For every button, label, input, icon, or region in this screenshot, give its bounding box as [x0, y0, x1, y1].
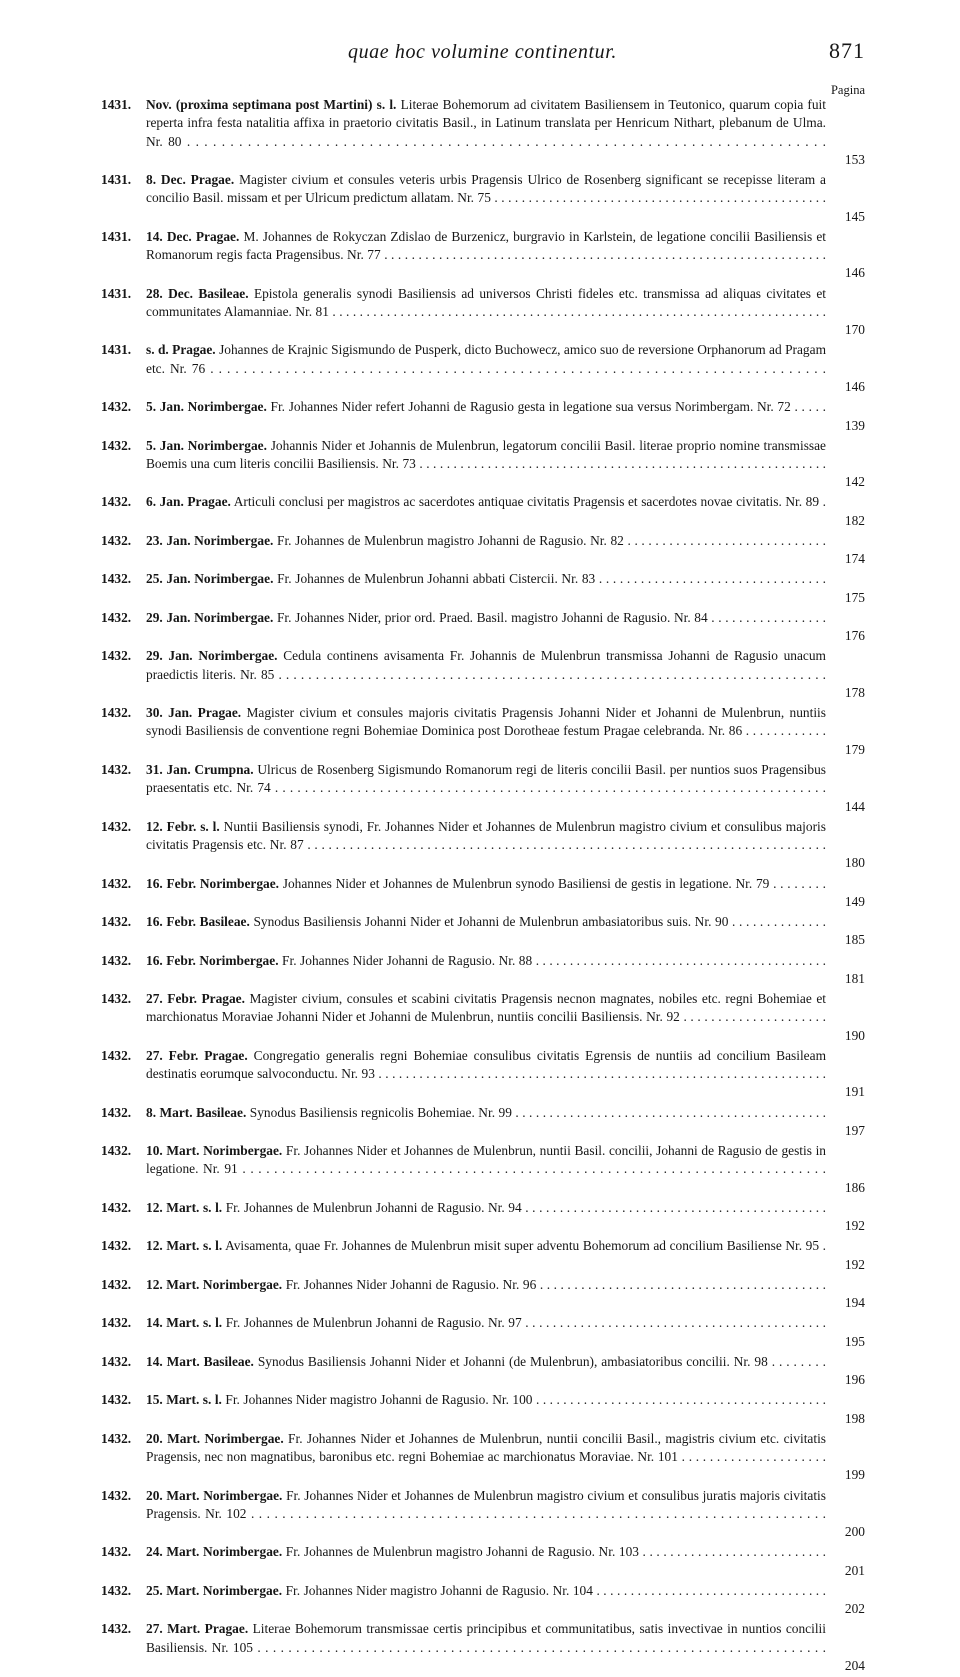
- entry-text: Fr. Johannes Nider Johanni de Ragusio. Nr. 96: [285, 1276, 537, 1292]
- entry-date-place: 12. Mart. s. l.: [146, 1199, 223, 1215]
- entry-description: [146, 1543, 826, 1580]
- dot-leader: . . . . . . . . . . . . . . . . . . . . . . . . . . . . . . . . . . . . . . . . . . . . . . . . . . . . . . . . . . . . . . . . . .: [374, 1066, 826, 1082]
- entry-date-place: 25. Mart. Norimbergae.: [146, 1582, 283, 1598]
- entry-page-number: 196: [844, 1372, 865, 1388]
- entry-description: [146, 1582, 826, 1619]
- dot-leader: . . . . . . . . . . . . . .: [728, 914, 826, 930]
- entry-year: 1432.: [101, 1143, 132, 1159]
- dot-leader: . . . . . . . . . . . . . . . . .: [707, 609, 826, 625]
- entry-text: Fr. Johannes de Mulenbrun Johanni de Ragusio. Nr. 97: [225, 1315, 522, 1331]
- entry-page-number: 146: [844, 379, 865, 395]
- entry-text: Cedula continens avisamenta Fr. Johannis de Mulenbrun transmissa Johanni de Ragusio unacum praedictis literis. Nr. 85: [146, 648, 826, 682]
- entry-page-number: 195: [844, 1333, 865, 1349]
- entry-page-number: 192: [844, 1218, 865, 1234]
- entry-year: 1431.: [101, 228, 132, 244]
- entry-text: Magister civium et consules veteris urbis Pragensis Ulrico de Rosenberg significant se recepisse literam a concilio Basil. missam et per Ulricum predictum allatam. Nr. 75: [146, 172, 826, 206]
- entry-date-place: 14. Mart. Basileae.: [146, 1353, 254, 1369]
- toc-entry: [0, 1199, 960, 1236]
- entry-description: [146, 1276, 826, 1313]
- toc-entry: [0, 285, 960, 340]
- entry-year: 1432.: [101, 1392, 132, 1408]
- entry-text: Epistola generalis synodi Basiliensis ad universos Christi fideles etc. transmissa ad aliquas civitates et communitates Alamanniae. Nr. 81: [146, 285, 826, 319]
- dot-leader: . . . . . . . . . . . . . . . . . . . . . . . . . . . . . . . . . .: [592, 1582, 826, 1598]
- entry-year: 1432.: [101, 1582, 132, 1598]
- entry-page-number: 192: [844, 1256, 865, 1272]
- toc-entry: [0, 761, 960, 816]
- toc-entry: [0, 1487, 960, 1542]
- dot-leader: . . . . . . . . . . . . . . . . . . . . . . . . . . . . . . . . . . . . . . . . . . . . . . . . . . . . . . . . . . . . . . . . . . . . . . . . . .: [246, 1505, 826, 1521]
- entry-date-place: 29. Jan. Norimbergae.: [146, 609, 274, 625]
- entry-text: Literae Bohemorum transmissae certis principibus et communitatibus, satis invectivae in nuntios concilii Basiliensis. Nr. 105: [146, 1621, 826, 1655]
- dot-leader: . . . . . . . .: [767, 1353, 826, 1369]
- dot-leader: . . . . . . . . . . . . . . . . . . . . . . . . . . . . . . . . . . . . . . . . . . .: [532, 952, 826, 968]
- entry-year: 1432.: [101, 494, 132, 510]
- dot-leader: . . . . .: [790, 399, 826, 415]
- dot-leader: . . . . . . . . . . . . . . . . . . . . . . . . . . . . . . . . . . . . . . . . . .: [536, 1276, 826, 1292]
- toc-entry: [0, 398, 960, 435]
- entry-year: 1431.: [101, 342, 132, 358]
- entry-year: 1432.: [101, 952, 132, 968]
- entry-description: [146, 647, 826, 702]
- entry-page-number: 185: [844, 932, 865, 948]
- toc-entry: [0, 437, 960, 492]
- entry-text: Synodus Basiliensis Johanni Nider et Johanni (de Mulenbrun), ambasiatoribus concilii. Nr. 98: [257, 1353, 768, 1369]
- entry-description: [146, 875, 826, 912]
- entry-year: 1432.: [101, 532, 132, 548]
- entry-page-number: 142: [844, 474, 865, 490]
- entry-text: Johannes Nider et Johannes de Mulenbrun synodo Basiliensi de gestis in legatione. Nr. 79: [282, 875, 770, 891]
- entry-text: Fr. Johannes Nider, prior ord. Praed. Basil. magistro Johanni de Ragusio. Nr. 84: [276, 609, 708, 625]
- toc-entry: [0, 1353, 960, 1390]
- entry-date-place: 31. Jan. Crumpna.: [146, 761, 254, 777]
- entry-description: [146, 1199, 826, 1236]
- entry-text: Fr. Johannes de Mulenbrun Johanni abbati Cistercii. Nr. 83: [277, 571, 596, 587]
- entry-year: 1431.: [101, 172, 132, 188]
- entry-description: [146, 1391, 826, 1428]
- entry-page-number: 146: [844, 265, 865, 281]
- entry-date-place: 16. Febr. Norimbergae.: [146, 875, 280, 891]
- entry-year: 1432.: [101, 705, 132, 721]
- entry-page-number: 180: [844, 855, 865, 871]
- entry-description: [146, 570, 826, 607]
- entry-year: 1432.: [101, 1487, 132, 1503]
- dot-leader: . . . . . . . . . . . . . . . . . . . . . . . . . . . . . . . . . . . . . . . . . . . . . . . . . . . . . . . . . . . . . . . . . . . . . . . . . .: [303, 837, 826, 853]
- entry-description: [146, 532, 826, 569]
- entry-page-number: 139: [844, 417, 865, 433]
- entry-year: 1432.: [101, 914, 132, 930]
- entry-description: [146, 96, 826, 169]
- entry-date-place: 5. Jan. Norimbergae.: [146, 437, 267, 453]
- toc-entry: [0, 875, 960, 912]
- entry-year: 1431.: [101, 285, 132, 301]
- entry-text: Fr. Johannes Nider refert Johanni de Ragusio gesta in legatione sua versus Norimbergam. Nr. 72: [270, 399, 791, 415]
- dot-leader: . . . . . . . .: [769, 875, 826, 891]
- entry-text: Magister civium et consules majoris civitatis Pragensis Johanni Nider et Johanni de Mulenbrun, nuntiis synodi Basiliensis de conventione regni Bohemiae Dominica post Dorotheae festum Pragae celebranda. Nr. 86: [146, 705, 826, 739]
- dot-leader: . . . . . . . . . . . . . . . . . . . . . . . . . . . . . . . . . . . . . . . . . . .: [532, 1392, 826, 1408]
- entry-date-place: s. d. Pragae.: [146, 342, 216, 358]
- entry-text: Congregatio generalis regni Bohemiae consulibus civitatis Egrensis de nuntiis ad concilium Basileam destinatis eorumque salvoconductu. Nr. 93: [146, 1047, 826, 1082]
- entry-description: [146, 990, 826, 1045]
- dot-leader: . . . . . . . . . . . . . . . . . . . . . . . . . . . . . . . . . . . . . . . . . . . . . . . . . . . . . . . . . . . . . . . . . . . . . . . . . .: [274, 666, 826, 682]
- entry-page-number: 149: [844, 893, 865, 909]
- entry-text: Fr. Johannes Nider et Johannes de Mulenbrun magistro civium et consulibus juratis majoris civitatis Pragensis. Nr. 102: [146, 1487, 826, 1521]
- entry-page-number: 179: [844, 741, 865, 757]
- pagina-column-label: Pagina: [830, 83, 865, 97]
- entry-page-number: 190: [844, 1027, 865, 1043]
- entry-year: 1432.: [101, 1047, 132, 1063]
- entry-date-place: 16. Febr. Basileae.: [146, 914, 250, 930]
- entry-description: [146, 609, 826, 646]
- toc-entry: [0, 493, 960, 530]
- dot-leader: .: [819, 494, 826, 510]
- entry-year: 1432.: [101, 1430, 132, 1446]
- entry-year: 1432.: [101, 990, 132, 1006]
- entry-description: [146, 1620, 826, 1675]
- entry-date-place: 15. Mart. s. l.: [146, 1392, 222, 1408]
- entry-year: 1432.: [101, 875, 132, 891]
- entry-text: Fr. Johannes Nider et Johannes de Mulenbrun, nuntii concilii Basil., magistris civium etc. civitatis Pragensis, nec non magnatibus, baronibus etc. regni Bohemiae ac marchionatus Moraviae. Nr. 101: [146, 1430, 826, 1465]
- entry-year: 1432.: [101, 1199, 132, 1215]
- entry-page-number: 200: [844, 1524, 865, 1540]
- entry-page-number: 201: [844, 1562, 865, 1578]
- entry-date-place: 23. Jan. Norimbergae.: [146, 532, 274, 548]
- entry-date-place: Nov. (proxima septimana post Martini) s. l.: [146, 97, 397, 112]
- dot-leader: . . . . . . . . . . . . . . . . . . . . . . . . . . . . . . . . . . . . . . . . . . . . . . . . . . . . . . . . . . . . . . . . . . . . . . . . .: [328, 303, 826, 319]
- entry-year: 1432.: [101, 1238, 132, 1254]
- dot-leader: . . . . . . . . . . . . . . . . . . . . .: [679, 1009, 826, 1025]
- entry-date-place: 29. Jan. Norimbergae.: [146, 648, 278, 664]
- entry-year: 1432.: [101, 1104, 132, 1120]
- entry-page-number: 186: [844, 1179, 865, 1195]
- entry-page-number: 174: [844, 551, 865, 567]
- toc-entry: [0, 341, 960, 396]
- entry-description: [146, 228, 826, 283]
- entry-description: [146, 437, 826, 492]
- toc-entry: [0, 96, 960, 169]
- entry-date-place: 28. Dec. Basileae.: [146, 285, 249, 301]
- entry-date-place: 8. Mart. Basileae.: [146, 1104, 247, 1120]
- toc-entry: [0, 532, 960, 569]
- entry-text: Articuli conclusi per magistros ac sacerdotes antiquae civitatis Pragensis et sacerdotes novae civitatis. Nr. 89: [233, 494, 820, 510]
- entry-page-number: 182: [844, 512, 865, 528]
- toc-entry: [0, 913, 960, 950]
- entry-description: [146, 1047, 826, 1102]
- entry-description: [146, 1237, 826, 1274]
- dot-leader: . . . . . . . . . . . . . . . . . . . . . . . . . . . . . . . . . . . . . . . . . . . .: [521, 1199, 826, 1215]
- table-of-contents: [0, 96, 960, 1677]
- dot-leader: . . . . . . . . . . . . . . . . . . . . . . . . . . .: [638, 1544, 826, 1560]
- toc-entry: [0, 704, 960, 759]
- dot-leader: . . . . . . . . . . . . . . . . . . . . . . . . . . . . . . . . . . . . . . . . . . . .: [521, 1315, 826, 1331]
- entry-description: [146, 1314, 826, 1351]
- entry-text: Fr. Johannes Nider magistro Johanni de Ragusio. Nr. 100: [225, 1392, 533, 1408]
- entry-text: Fr. Johannes Nider Johanni de Ragusio. Nr. 88: [282, 952, 533, 968]
- toc-entry: [0, 609, 960, 646]
- toc-entry: [0, 647, 960, 702]
- dot-leader: . . . . . . . . . . . . . . . . . . . . . . . . . . . . . . . . . . . . . . . . . . . . . .: [511, 1104, 826, 1120]
- entry-date-place: 12. Mart. Norimbergae.: [146, 1276, 283, 1292]
- entry-page-number: 204: [844, 1657, 865, 1673]
- entry-date-place: 14. Dec. Pragae.: [146, 228, 240, 244]
- toc-entry: [0, 952, 960, 989]
- entry-year: 1432.: [101, 1315, 132, 1331]
- entry-date-place: 30. Jan. Pragae.: [146, 705, 242, 721]
- entry-page-number: 181: [844, 970, 865, 986]
- entry-page-number: 202: [844, 1601, 865, 1617]
- toc-entry: [0, 1047, 960, 1102]
- entry-description: [146, 818, 826, 873]
- entry-date-place: 27. Febr. Pragae.: [146, 1047, 248, 1063]
- entry-text: Synodus Basiliensis regnicolis Bohemiae. Nr. 99: [249, 1104, 512, 1120]
- entry-text: Avisamenta, quae Fr. Johannes de Mulenbrun misit super adventu Bohemorum ad concilium Basiliense Nr. 95: [225, 1238, 820, 1254]
- dot-leader: . . . . . . . . . . . . . . . . . . . . . . . . . . . . . . . . . . . . . . . . . . . . . . . . . . . . . . . . . . . . . . . . . . . . . . . . . .: [181, 133, 826, 149]
- dot-leader: .: [819, 1238, 826, 1254]
- toc-entry: [0, 990, 960, 1045]
- entry-page-number: 144: [844, 798, 865, 814]
- entry-text: Nuntii Basiliensis synodi, Fr. Johannes Nider et Johannes de Mulenbrun magistro civium et consulibus majoris civitatis Pragensis etc. Nr. 87: [146, 818, 826, 853]
- toc-entry: [0, 1276, 960, 1313]
- entry-description: [146, 171, 826, 226]
- entry-year: 1432.: [101, 818, 132, 834]
- entry-year: 1432.: [101, 571, 132, 587]
- entry-text: Johannes de Krajnic Sigismundo de Pusperk, dicto Buchowecz, amico suo de reversione Orphanorum ad Pragam etc. Nr. 76: [146, 342, 826, 376]
- entry-text: Fr. Johannes de Mulenbrun magistro Johanni de Ragusio. Nr. 82: [277, 532, 624, 548]
- toc-entry: [0, 1543, 960, 1580]
- entry-page-number: 175: [844, 589, 865, 605]
- toc-entry: [0, 1582, 960, 1619]
- entry-date-place: 12. Febr. s. l.: [146, 818, 220, 834]
- entry-year: 1432.: [101, 1276, 132, 1292]
- entry-description: [146, 493, 826, 530]
- toc-entry: [0, 1391, 960, 1428]
- entry-page-number: 197: [844, 1122, 865, 1138]
- entry-date-place: 20. Mart. Norimbergae.: [146, 1430, 284, 1446]
- entry-date-place: 27. Febr. Pragae.: [146, 990, 245, 1006]
- entry-text: Literae Bohemorum ad civitatem Basiliensem in Teutonico, quarum copia fuit reperta infra festa natalitia affixa in praetorio civitatis Basil., in Latinum translata per Henricum Nithart, plebanum de Ulma. Nr. 80: [146, 97, 826, 149]
- dot-leader: . . . . . . . . . . . . . . . . . . . . . . . . . . . . . . . . . . . . . . . . . . . . . . . . .: [490, 190, 826, 206]
- entry-year: 1431.: [101, 97, 132, 112]
- entry-year: 1432.: [101, 648, 132, 664]
- entry-date-place: 25. Jan. Norimbergae.: [146, 571, 274, 587]
- entry-date-place: 10. Mart. Norimbergae.: [146, 1143, 283, 1159]
- entry-text: M. Johannes de Rokyczan Zdislao de Burzenicz, burgravio in Karlstein, de legatione concilii Basiliensis et Romanorum regis facta Pragensibus. Nr. 77: [146, 228, 826, 263]
- toc-entry: [0, 1142, 960, 1197]
- entry-page-number: 194: [844, 1295, 865, 1311]
- entry-year: 1432.: [101, 609, 132, 625]
- dot-leader: . . . . . . . . . . . . . . . . . . . . . . . . . . . . . . . . . . . . . . . . . . . . . . . . . . . . . . . . . . . . . . . . . . . . . . . . . .: [237, 1161, 826, 1177]
- entry-date-place: 6. Jan. Pragae.: [146, 494, 231, 510]
- entry-description: [146, 341, 826, 396]
- entry-description: [146, 1353, 826, 1390]
- entry-date-place: 5. Jan. Norimbergae.: [146, 399, 267, 415]
- dot-leader: . . . . . . . . . . . . . . . . . . . . . . . . . . . . .: [623, 532, 826, 548]
- dot-leader: . . . . . . . . . . . . . . . . . . . . .: [677, 1449, 826, 1465]
- entry-text: Ulricus de Rosenberg Sigismundo Romanorum regi de literis concilii Basil. per nuntios suos Pragensibus praesentatis etc. Nr. 74: [146, 761, 826, 796]
- entry-description: [146, 952, 826, 989]
- entry-year: 1432.: [101, 1621, 132, 1637]
- dot-leader: . . . . . . . . . . . .: [742, 723, 826, 739]
- entry-page-number: 198: [844, 1410, 865, 1426]
- entry-page-number: 153: [844, 151, 865, 167]
- entry-date-place: 24. Mart. Norimbergae.: [146, 1544, 283, 1560]
- entry-description: [146, 1430, 826, 1485]
- running-title: quae hoc volumine continentur.: [347, 41, 618, 63]
- entry-text: Fr. Johannes Nider et Johannes de Mulenbrun, nuntii Basil. concilii, Johanni de Ragusio de gestis in legatione. Nr. 91: [146, 1143, 826, 1177]
- dot-leader: . . . . . . . . . . . . . . . . . . . . . . . . . . . . . . . . . . . . . . . . . . . . . . . . . . . . . . . . . . . . . . . . . . . . . . . . . .: [253, 1639, 826, 1655]
- entry-year: 1432.: [101, 1353, 132, 1369]
- entry-date-place: 14. Mart. s. l.: [146, 1315, 223, 1331]
- toc-entry: [0, 1620, 960, 1675]
- entry-description: [146, 285, 826, 340]
- entry-text: Fr. Johannes de Mulenbrun Johanni de Ragusio. Nr. 94: [225, 1199, 522, 1215]
- running-head: [100, 38, 865, 70]
- entry-year: 1432.: [101, 399, 132, 415]
- toc-entry: [0, 1237, 960, 1274]
- entry-page-number: 176: [844, 628, 865, 644]
- entry-description: [146, 1142, 826, 1197]
- entry-page-number: 145: [844, 208, 865, 224]
- dot-leader: . . . . . . . . . . . . . . . . . . . . . . . . . . . . . . . . .: [595, 571, 826, 587]
- dot-leader: . . . . . . . . . . . . . . . . . . . . . . . . . . . . . . . . . . . . . . . . . . . . . . . . . . . . . . . . . . . . . . . . .: [380, 247, 826, 263]
- entry-page-number: 199: [844, 1467, 865, 1483]
- dot-leader: . . . . . . . . . . . . . . . . . . . . . . . . . . . . . . . . . . . . . . . . . . . . . . . . . . . . . . . . . . . . . . . . . . . . . . . . . .: [205, 360, 826, 376]
- toc-entry: [0, 1314, 960, 1351]
- toc-entry: [0, 570, 960, 607]
- entry-date-place: 8. Dec. Pragae.: [146, 172, 235, 188]
- entry-page-number: 170: [844, 322, 865, 338]
- entry-description: [146, 704, 826, 759]
- entry-date-place: 12. Mart. s. l.: [146, 1238, 223, 1254]
- entry-text: Synodus Basiliensis Johanni Nider et Johanni de Mulenbrun ambasiatoribus suis. Nr. 90: [253, 914, 729, 930]
- entry-year: 1432.: [101, 437, 132, 453]
- dot-leader: . . . . . . . . . . . . . . . . . . . . . . . . . . . . . . . . . . . . . . . . . . . . . . . . . . . . . . . . . . . .: [415, 455, 826, 471]
- entry-year: 1432.: [101, 1544, 132, 1560]
- toc-entry: [0, 228, 960, 283]
- entry-page-number: 178: [844, 685, 865, 700]
- entry-description: [146, 913, 826, 950]
- dot-leader: . . . . . . . . . . . . . . . . . . . . . . . . . . . . . . . . . . . . . . . . . . . . . . . . . . . . . . . . . . . . . . . . . . . . . . . . . .: [270, 780, 826, 796]
- entry-text: Fr. Johannes Nider magistro Johanni de Ragusio. Nr. 104: [285, 1582, 593, 1598]
- entry-description: [146, 761, 826, 816]
- entry-text: Fr. Johannes de Mulenbrun magistro Johanni de Ragusio. Nr. 103: [285, 1544, 639, 1560]
- entry-text: Magister civium, consules et scabini civitatis Pragensis necnon magnates, nobiles etc. regni Bohemiae et marchionatus Moraviae Johanni Nider et Johanni de Mulenbrun, nuntiis concilii Basiliensis. Nr. 92: [146, 990, 826, 1025]
- entry-date-place: 16. Febr. Norimbergae.: [146, 952, 279, 968]
- entry-description: [146, 1104, 826, 1141]
- toc-entry: [0, 1430, 960, 1485]
- entry-date-place: 20. Mart. Norimbergae.: [146, 1487, 283, 1503]
- toc-entry: [0, 171, 960, 226]
- toc-entry: [0, 818, 960, 873]
- entry-page-number: 191: [844, 1084, 865, 1100]
- entry-description: [146, 398, 826, 435]
- entry-year: 1432.: [101, 761, 132, 777]
- entry-text: Johannis Nider et Johannis de Mulenbrun, legatorum concilii Basil. literae proprio nomine transmissae Boemis una cum literis concilii Basiliensis. Nr. 73: [146, 437, 826, 471]
- toc-entry: [0, 1104, 960, 1141]
- page-number: 871: [829, 38, 865, 63]
- entry-date-place: 27. Mart. Pragae.: [146, 1621, 249, 1637]
- entry-description: [146, 1487, 826, 1542]
